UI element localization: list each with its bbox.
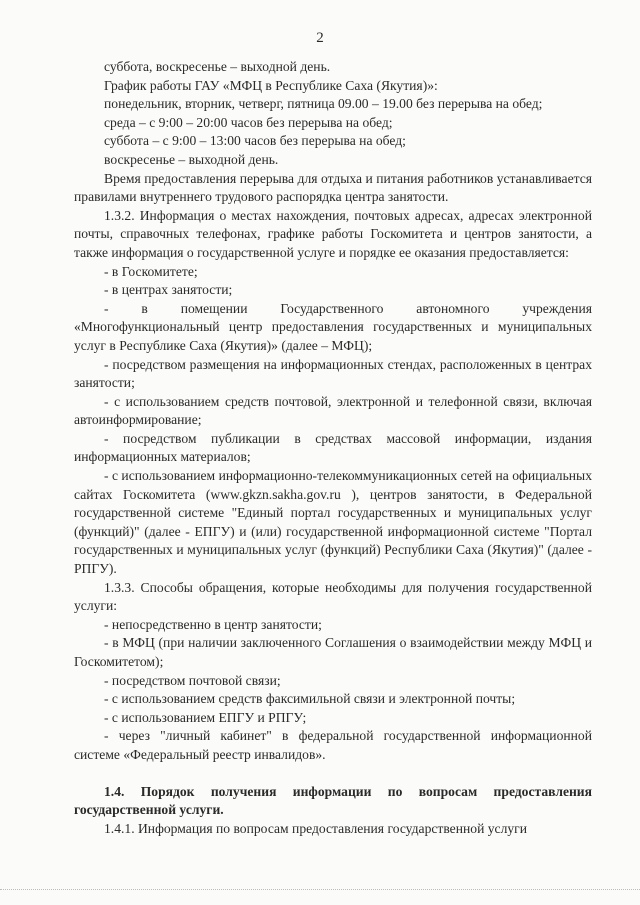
paragraph-1-3-2: 1.3.2. Информация о местах нахождения, почтовых адресах, адресах электронной почты, справочных телефонах, графике работы Госкомитета и центров занятости, а также информация о государственной услуге и порядке ее оказания предоставляется: [74,207,592,260]
list-item-internet-sites: - с использованием информационно-телекоммуникационных сетей на официальных сайтах Госкомитета (www.gkzn.sakha.gov.ru ), центров занятости, в Федеральной государственной системе "Единый портал государственных и муниципальных услуг (функций)" (далее - ЕПГУ) и (или) государственной информационной системе "Портал государственных и муниципальных услуг (функций) Республики Саха (Якутия)" (далее - РПГУ). [74,468,592,577]
paragraph-mfc-schedule-title: График работы ГАУ «МФЦ в Республике Саха (Якутия)»: [104,77,438,93]
list-item-epgu-rpgu: - с использованием ЕПГУ и РПГУ; [104,709,307,725]
list-item-postal: - посредством почтовой связи; [104,672,281,688]
list-item-mass-media: - посредством публикации в средствах массовой информации, издания информационных материалов; [74,430,592,465]
list-item-postal-phone: - с использованием средств почтовой, электронной и телефонной связи, включая автоинформирование; [74,393,592,428]
list-item-fax-email: - с использованием средств факсимильной связи и электронной почты; [104,691,516,707]
paragraph-break-time: Время предоставления перерыва для отдыха и питания работников устанавливается правилами внутреннего трудового распорядка центра занятости. [74,170,592,205]
paragraph-mfc-sunday: воскресенье – выходной день. [104,151,279,167]
page-number: 2 [316,30,324,46]
paragraph-weekend-1: суббота, воскресенье – выходной день. [104,59,331,74]
scan-edge-divider [0,889,640,890]
paragraph-1-4-1: 1.4.1. Информация по вопросам предоставления государственной услуги [104,820,527,836]
paragraph-1-3-3: 1.3.3. Способы обращения, которые необходимы для получения государственной услуги: [74,579,592,614]
paragraph-mfc-weekdays: понедельник, вторник, четверг, пятница 09.00 – 19.00 без перерыва на обед; [104,96,543,112]
list-item-goskomitet: - в Госкомитете; [104,263,198,279]
list-item-directly: - непосредственно в центр занятости; [104,616,322,632]
list-item-employment-centers: - в центрах занятости; [104,282,233,298]
list-item-via-mfc: - в МФЦ (при наличии заключенного Соглашения о взаимодействии между МФЦ и Госкомитетом); [74,635,592,669]
list-item-personal-cabinet: - через "личный кабинет" в федеральной государственной информационной системе «Федеральный реестр инвалидов». [74,728,592,762]
section-heading-1-4: 1.4. Порядок получения информации по вопросам предоставления государственной услуги. [74,783,592,818]
list-item-mfc-premises: - в помещении Государственного автономного учреждения «Многофункциональный центр предоставления государственных и муниципальных услуг в Республике Саха (Якутия)» (далее – МФЦ); [74,300,592,353]
paragraph-mfc-wednesday: среда – с 9:00 – 20:00 часов без перерыва на обед; [104,114,393,130]
document-body [74,58,592,838]
list-item-info-stands: - посредством размещения на информационных стендах, расположенных в центрах занятости; [74,356,592,391]
paragraph-mfc-saturday: суббота – с 9:00 – 13:00 часов без перерыва на обед; [104,133,406,149]
